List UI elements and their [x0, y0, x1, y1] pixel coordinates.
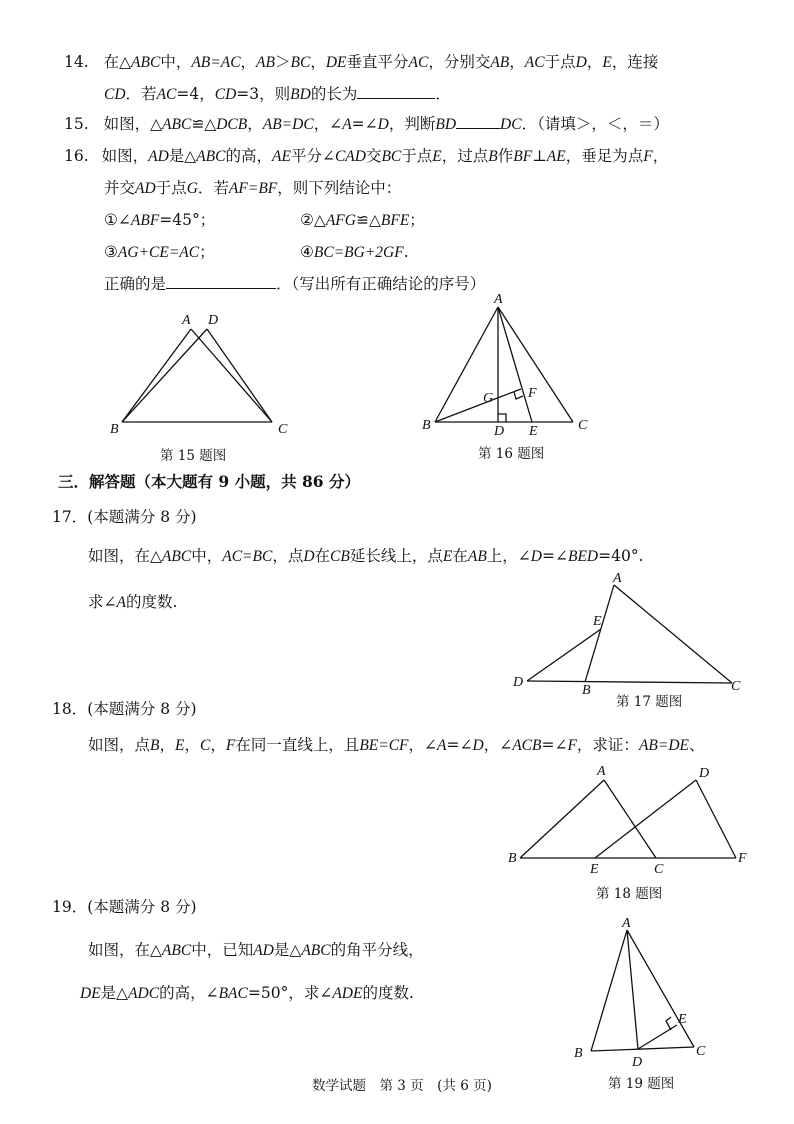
label-G: G	[483, 391, 494, 406]
label-E: E	[529, 424, 538, 439]
label-A: A	[622, 916, 631, 931]
q15-line: 15. 如图，△ABC≌△DCB，AB=DC，∠A=∠D，判断BD DC．（请填＞，＜，＝）	[64, 115, 669, 133]
figure-18	[500, 760, 760, 878]
label-A: A	[494, 292, 503, 307]
label-B: B	[582, 683, 591, 698]
segment-BA	[122, 329, 191, 422]
label-E: E	[678, 1012, 687, 1027]
q16-option-3: ③AG+CE=AC；	[104, 243, 215, 261]
q18-heading: 18．(本题满分 8 分)	[52, 700, 197, 718]
label-D: D	[632, 1055, 643, 1070]
label-E: E	[593, 614, 602, 629]
label-A: A	[613, 571, 622, 586]
label-C: C	[278, 422, 288, 437]
label-A: A	[597, 764, 606, 779]
segment-ED	[595, 780, 696, 858]
label-C: C	[654, 862, 664, 877]
figure-17	[510, 565, 750, 698]
label-C: C	[578, 418, 588, 433]
label-C: C	[696, 1044, 706, 1059]
label-C: C	[731, 679, 741, 694]
label-D: D	[494, 424, 505, 439]
segment-DE	[527, 629, 601, 681]
section-3-heading: 三．解答题（本大题有 9 小题，共 86 分）	[58, 472, 360, 491]
figure-15-caption: 第 15 题图	[160, 448, 227, 464]
segment-AE	[498, 307, 532, 422]
segment-DC	[527, 681, 732, 683]
q16-line-2: 并交AD于点G．若AF=BF，则下列结论中：	[104, 179, 402, 197]
q15-answer-blank[interactable]	[456, 114, 500, 129]
q19-line-2: DE是△ADC的高，∠BAC=50°，求∠ADE的度数.	[80, 984, 414, 1002]
right-angle-E	[666, 1017, 671, 1030]
segment-BC	[591, 1047, 694, 1051]
q17-line-1: 如图，在△ABC中，AC=BC，点D在CB延长线上，点E在AB上，∠D=∠BED=40°.	[88, 547, 644, 565]
q18-line: 如图，点B，E，C，F在同一直线上，且BE=CF，∠A=∠D，∠ACB=∠F，求证：AB=DE、	[88, 736, 705, 754]
label-B: B	[422, 418, 431, 433]
figure-16	[415, 290, 595, 440]
segment-BA	[585, 585, 614, 682]
label-E: E	[590, 862, 599, 877]
q17-line-2: 求∠A的度数.	[88, 593, 178, 611]
q17-heading: 17．(本题满分 8 分)	[52, 508, 197, 526]
segment-BF	[435, 389, 521, 422]
figure-19-caption: 第 19 题图	[608, 1076, 675, 1092]
right-angle-F	[514, 392, 523, 399]
label-D: D	[513, 675, 524, 690]
segment-AC	[191, 329, 272, 422]
segment-AC	[614, 585, 732, 683]
segment-AD	[627, 930, 638, 1049]
q16-option-4: ④BC=BG+2GF.	[300, 243, 409, 261]
q16-line-1: 16. 如图，AD是△ABC的高，AE平分∠CAD交BC于点E，过点B作BF⊥AE，垂足为点F，	[64, 147, 669, 165]
q19-heading: 19．(本题满分 8 分)	[52, 898, 197, 916]
figure-16-caption: 第 16 题图	[478, 446, 545, 462]
q19-line-1: 如图，在△ABC中，已知AD是△ABC的角平分线，	[88, 941, 424, 959]
page-footer: 数学试题 第 3 页 (共 6 页)	[312, 1078, 492, 1094]
label-F: F	[528, 386, 537, 401]
q16-answer-line: 正确的是 ．（写出所有正确结论的序号）	[104, 275, 486, 293]
label-B: B	[110, 422, 119, 437]
segment-AC	[604, 780, 656, 858]
label-D: D	[699, 766, 710, 781]
segment-AB	[591, 930, 627, 1051]
figure-19	[570, 915, 710, 1070]
figure-15	[100, 305, 300, 440]
q16-answer-blank[interactable]	[166, 274, 276, 289]
q16-option-1: ①∠ABF=45°；	[104, 211, 216, 229]
q14-line-1: 14. 在△ABC中，AB=AC，AB＞BC，DE垂直平分AC，分别交AB，AC于点D，E，连接	[64, 53, 659, 71]
label-B: B	[508, 851, 517, 866]
segment-DC	[207, 329, 272, 422]
label-A: A	[182, 313, 191, 328]
label-B: B	[574, 1046, 583, 1061]
label-D: D	[208, 313, 219, 328]
figure-17-caption: 第 17 题图	[616, 694, 683, 710]
q14-line-2: CD．若AC=4，CD=3，则BD的长为 ．	[104, 85, 451, 103]
q16-option-2: ②△AFG≌△BFE；	[300, 211, 425, 229]
segment-DE	[638, 1025, 677, 1049]
label-F: F	[738, 851, 747, 866]
figure-18-caption: 第 18 题图	[596, 886, 663, 902]
segment-DF	[696, 780, 736, 858]
segment-BA	[520, 780, 604, 858]
segment-BD	[122, 329, 207, 422]
q14-answer-blank[interactable]	[357, 84, 435, 99]
right-angle-D	[498, 414, 506, 422]
segment-AC	[498, 307, 573, 422]
segment-AC	[627, 930, 694, 1047]
